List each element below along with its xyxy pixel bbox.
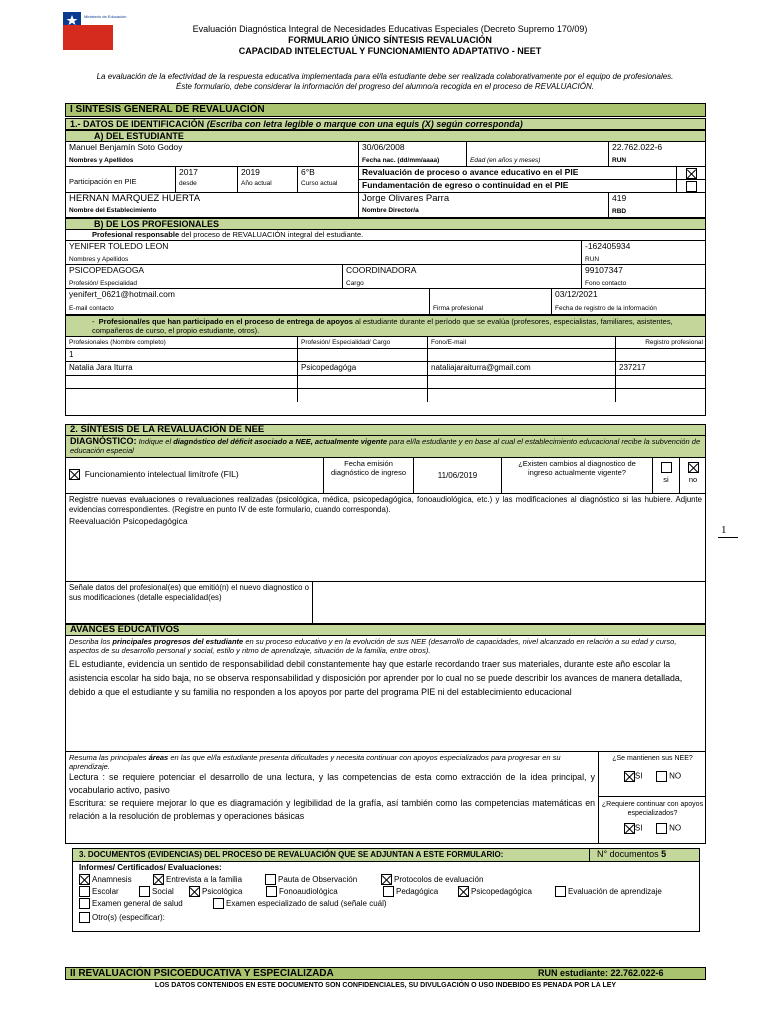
document-checkbox[interactable]: [265, 874, 276, 885]
document-item[interactable]: [383, 886, 438, 897]
pie-from: 2017: [179, 167, 198, 177]
prof-resp-row: [65, 230, 706, 241]
diagnosis-note1: Indique el: [136, 437, 174, 446]
student-name: Manuel Benjamín Soto Godoy: [69, 142, 183, 152]
document-item[interactable]: [139, 886, 174, 897]
diagnosis-note-bold: diagnóstico del déficit asociado a NEE, actualmente vigente: [173, 437, 388, 446]
document-label: Examen especializado de salud (señale cuál): [226, 899, 387, 908]
document-item[interactable]: [381, 874, 483, 885]
run-cell[interactable]: [609, 142, 706, 167]
others-cell[interactable]: Natalia Jara Iturra: [66, 362, 298, 376]
reg-date-cell[interactable]: [552, 289, 706, 315]
header-line2: FORMULARIO ÚNICO SÍNTESIS REVALUACIÓN: [288, 35, 492, 45]
reg-date: 03/12/2021: [555, 289, 598, 299]
others-cell[interactable]: [428, 376, 616, 389]
run-label: RUN: [612, 157, 627, 164]
others-cell[interactable]: [616, 389, 706, 402]
document-checkbox[interactable]: [79, 874, 90, 885]
birth-label: Fecha nac. (dd/mm/aaaa): [362, 157, 440, 164]
ministry-logo: [63, 12, 127, 50]
student-run: 22.762.022-6: [612, 142, 663, 152]
others-cell[interactable]: [616, 376, 706, 389]
prof-email-cell[interactable]: [66, 289, 430, 315]
nee-options: [599, 771, 706, 782]
document-item[interactable]: [458, 886, 532, 897]
support-no-checkbox[interactable]: [656, 823, 667, 834]
nee-no-checkbox[interactable]: [656, 771, 667, 782]
others-cell[interactable]: [298, 349, 428, 362]
new-evals-box[interactable]: [65, 494, 706, 582]
director-cell[interactable]: [359, 193, 609, 218]
document-checkbox[interactable]: [458, 886, 469, 897]
advances-note2: en su proceso educativo y en la evolución de sus NEE (desarrollo de capacidades, nivel alcanzado en relación a su edad y curso, aspectos de su desarrollo personal y social, estilo y ritmo de aprendizaje, situación de la familia, entre otros).: [69, 637, 677, 655]
egreso-checkbox[interactable]: [686, 181, 697, 192]
emission-label: Fecha emisión diagnóstico de ingreso: [330, 459, 407, 477]
changes-si-label: si: [663, 475, 669, 484]
document-item[interactable]: [79, 898, 183, 909]
changes-si-checkbox[interactable]: [661, 462, 672, 473]
others-text: - Profesional/es que han participado en el proceso de entrega de apoyos al estudiante durante el período que se evalúa (profesores, especialistas, familiares, asistentes, compañeros de curso, el propio estudiante, otros).: [92, 317, 673, 335]
changes-question-cell: [502, 458, 653, 493]
emission-date-cell[interactable]: [414, 458, 502, 493]
nee-question-cell: [599, 752, 706, 797]
age-cell[interactable]: [467, 142, 609, 167]
document-item[interactable]: [79, 912, 165, 923]
diagnosis-text: [66, 436, 705, 456]
document-label: Evaluación de aprendizaje: [568, 887, 662, 896]
student-subheader-label: A) DEL ESTUDIANTE: [94, 131, 184, 141]
prof-name-cell[interactable]: [66, 241, 582, 265]
others-col-header: Registro profesional: [616, 337, 706, 349]
document-label: Escolar: [92, 887, 119, 896]
confidential-footer: LOS DATOS CONTENIDOS EN ESTE DOCUMENTO SON CONFIDENCIALES, SU DIVULGACIÓN O USO INDEBIDO ES PENADA POR LA LEY: [154, 982, 617, 989]
reports-label: Informes/ Certificados/ Evaluaciones:: [79, 863, 222, 872]
others-cell[interactable]: 1: [66, 349, 298, 362]
prof-email-label: E-mail contacto: [69, 305, 114, 312]
rbd-value: 419: [612, 193, 627, 203]
section-ii-bar: [65, 967, 706, 980]
prof-spec: PSICOPEDAGOGA: [69, 265, 145, 275]
others-col-header: Profesionales (Nombre completo): [66, 337, 298, 349]
section-ii-run: RUN estudiante: 22.762.022-6: [538, 968, 664, 978]
fil-option: [69, 469, 320, 480]
section2-title: 2. SÍNTESIS DE LA REVALUACIÓN DE NEE: [70, 424, 265, 435]
document-checkbox[interactable]: [189, 886, 200, 897]
document-label: Pedagógica: [396, 887, 439, 896]
rbd-cell[interactable]: [609, 193, 706, 218]
new-evals-label: Registre nuevas evaluaciones o revaluaciones realizadas (psicológica, médica, psicopedagógica, fonoaudiológica, etc.) y las modificaciones al diagnóstico si las hubiere. Adjunte evidencias correspondientes. (Registre en punto IV de este formulario, cuando corresponda).: [69, 495, 702, 514]
pie-from-cell[interactable]: [176, 167, 238, 193]
document-checkbox[interactable]: [555, 886, 566, 897]
student-name-cell[interactable]: [66, 142, 359, 167]
document-label: Examen general de salud: [92, 899, 183, 908]
year-cell[interactable]: [238, 167, 298, 193]
others-note: al estudiante durante el período que se evalúa (profesores, especialistas, familiares, asistentes, compañeros de curso, el propio estudiante, otros).: [92, 317, 673, 335]
signature-cell[interactable]: [430, 289, 552, 315]
changes-question: ¿Existen cambios al diagnostico de ingreso actualmente vigente?: [518, 459, 636, 477]
others-cell[interactable]: [428, 349, 616, 362]
others-cell[interactable]: [298, 389, 428, 402]
document-label: Protocolos de evaluación: [394, 875, 484, 884]
prof-data-box: [65, 582, 706, 624]
diagnosis-row: [65, 458, 706, 494]
page-number-rule: [718, 537, 738, 538]
course-label: Curso actual: [301, 180, 338, 187]
document-label: Social: [152, 887, 174, 896]
documents-header: [73, 849, 699, 862]
diagnosis-label: DIAGNÓSTICO:: [70, 436, 137, 446]
identification-label: 1.- DATOS DE IDENTIFICACIÓN: [70, 119, 205, 129]
intro-line1: La evaluación de la efectividad de la respuesta educativa implementada para el/la estudiante debe ser realizada colaborativamente por el equipo de profesionales.: [96, 72, 674, 81]
documents-count-label: N° documentos: [597, 849, 659, 859]
others-cell[interactable]: 237217: [616, 362, 706, 376]
changes-no-cell[interactable]: [680, 458, 706, 493]
section1-title: I SÍNTESIS GENERAL DE REVALUACIÓN: [70, 104, 265, 115]
document-checkbox[interactable]: [381, 874, 392, 885]
prof-spec-label: Profesión/ Especialidad: [69, 280, 137, 287]
prof-role: COORDINADORA: [346, 265, 417, 275]
others-col-header: Profesión/ Especialidad/ Cargo: [298, 337, 428, 349]
professionals-subheader: [65, 218, 706, 230]
support-options: [599, 823, 706, 834]
document-label: Psicopedagógica: [471, 887, 532, 896]
documents-count-value: 5: [661, 849, 667, 859]
director-label: Nombre Director/a: [362, 207, 419, 214]
prof-role-label: Cargo: [346, 280, 364, 287]
document-label: Entrevista a la familia: [166, 875, 243, 884]
prof-name-label: Nombres y Apellidos: [69, 256, 129, 263]
advances-bar: [65, 624, 706, 636]
emission-date: 11/06/2019: [437, 471, 478, 480]
diagnosis-note2: para el/la estudiante y en base al cual el establecimiento educacional recibe la subvención de educación especial: [70, 437, 701, 455]
document-checkbox[interactable]: [213, 898, 224, 909]
pie-label-cell: [66, 167, 176, 193]
areas-note2: en las que el/la estudiante presenta dificultades y necesita continuar con apoyos especializados para progresar en su aprendizaje.: [69, 753, 561, 771]
document-checkbox[interactable]: [79, 898, 90, 909]
age-label: Edad (en años y meses): [470, 157, 541, 164]
school-cell[interactable]: [66, 193, 359, 218]
prof-phone: 99107347: [585, 265, 623, 275]
intro-text: [40, 72, 730, 92]
others-cell[interactable]: [428, 389, 616, 402]
prof-spec-cell[interactable]: [66, 265, 343, 289]
student-subheader: [65, 130, 706, 142]
document-checkbox[interactable]: [383, 886, 394, 897]
student-table: [65, 142, 706, 218]
support-si-label: SI: [634, 823, 643, 833]
header-line1: Evaluación Diagnóstica Integral de Necesidades Educativas Especiales (Decreto Supremo 170/09): [192, 24, 588, 34]
nee-no-label: NO: [669, 771, 682, 781]
pie-from-label: desde: [179, 180, 197, 187]
director-name: Jorge Olivares Parra: [362, 193, 450, 204]
prof-phone-label: Fono contacto: [585, 280, 627, 287]
document-label: Pauta de Observación: [278, 875, 358, 884]
support-si-checkbox[interactable]: [624, 823, 635, 834]
prof-resp-text: [66, 230, 705, 240]
support-question: ¿Requiere continuar con apoyos especializados?: [601, 801, 704, 817]
advances-box[interactable]: [65, 636, 706, 752]
nee-si-label: SI: [634, 771, 643, 781]
section-ii-title: II REVALUACIÓN PSICOEDUCATIVA Y ESPECIALIZADA: [70, 968, 334, 979]
section1-title-bar: [65, 103, 706, 117]
reval-label: Revaluación de proceso o avance educativo en el PIE: [359, 167, 677, 180]
document-label: Psicológica: [202, 887, 243, 896]
document-item[interactable]: [266, 886, 338, 897]
identification-note: (Escriba con letra legible o marque con una equis (X) según corresponda): [206, 119, 523, 129]
intro-line2: Éste formulario, debe considerar la información del progreso del alumno/a recogida en el proceso de REVALUACIÓN.: [176, 82, 594, 91]
document-checkbox[interactable]: [153, 874, 164, 885]
document-item[interactable]: [153, 874, 242, 885]
support-no-label: NO: [669, 823, 682, 833]
nee-si-checkbox[interactable]: [624, 771, 635, 782]
diagnosis-header: [65, 436, 706, 458]
prof-run-cell[interactable]: [582, 241, 706, 265]
reval-checkbox[interactable]: [686, 168, 697, 179]
advances-title: AVANCES EDUCATIVOS: [70, 624, 180, 635]
rbd-label: RBD: [612, 208, 627, 215]
changes-si-cell[interactable]: [653, 458, 680, 493]
areas-cell[interactable]: [66, 752, 599, 843]
support-question-cell: [599, 797, 706, 843]
course-cell[interactable]: [298, 167, 359, 193]
prof-role-cell[interactable]: [343, 265, 582, 289]
advances-note-bold: principales progresos del estudiante: [112, 637, 244, 646]
document-label: Otro(s) (especificar):: [92, 913, 165, 922]
prof-run-label: RUN: [585, 256, 600, 263]
areas-note: [69, 753, 595, 771]
document-item[interactable]: [189, 886, 242, 897]
section2-title-bar: [65, 424, 706, 436]
reg-date-label: Fecha de registro de la información: [555, 305, 657, 312]
birth-date: 30/06/2008: [362, 142, 405, 152]
advances-note: [66, 636, 705, 656]
birth-cell[interactable]: [359, 142, 467, 167]
areas-text: Lectura : se requiere potenciar el desarrollo de una lectura, y las competencias de esta como extracción de la idea principal, y vocabulario activo, pasivo Escritura: se requiere mejorar lo que es diagramación y legibilidad de la grafía, así también como las competencias matemáticas en relación a la resolución de problemas y operaciones básicas: [69, 772, 595, 821]
logo-text: Ministerio de Educación: [84, 14, 127, 19]
areas-note1: Resuma las principales: [69, 753, 149, 762]
reval-checkbox-cell[interactable]: [677, 167, 706, 180]
fil-cell[interactable]: [66, 458, 324, 493]
document-checkbox[interactable]: [266, 886, 277, 897]
current-year: 2019: [241, 167, 260, 177]
prof-name: YENIFER TOLEDO LEON: [69, 241, 169, 251]
fil-label: Funcionamiento intelectual limítrofe (FIL): [84, 468, 239, 479]
prof-table: [65, 241, 706, 315]
professionals-subheader-label: B) DE LOS PROFESIONALES: [94, 219, 220, 229]
page-number: 1: [721, 524, 727, 536]
document-label: Fonoaudiológica: [279, 887, 338, 896]
document-item[interactable]: [79, 886, 119, 897]
others-header: [65, 315, 706, 337]
school-name: HERNAN MARQUEZ HUERTA: [69, 193, 201, 204]
egreso-checkbox-cell[interactable]: [677, 180, 706, 193]
prof-resp-note: del proceso de REVALUACIÓN integral del estudiante.: [179, 230, 364, 239]
prof-email: yenifert_0621@hotmail.com: [69, 289, 175, 299]
others-title: Profesional/es que han participado en el proceso de entrega de apoyos: [98, 317, 353, 326]
others-cell[interactable]: Psicopedagóga: [298, 362, 428, 376]
identification-title: [66, 118, 523, 130]
others-cell[interactable]: nataliajaraiturra@gmail.com: [428, 362, 616, 376]
egreso-label: Fundamentación de egreso o continuidad en el PIE: [359, 180, 677, 193]
document-item[interactable]: [213, 898, 387, 909]
prof-run: -162405934: [585, 241, 631, 251]
others-col-header: Fono/E-mail: [428, 337, 616, 349]
prof-data-label: Señale datos del profesional(es) que emitió(n) el nuevo diagnostico o sus modificaciones (detalle especialidad(es): [66, 582, 313, 623]
fil-checkbox[interactable]: [69, 469, 80, 480]
current-course: 6°B: [301, 167, 315, 177]
nee-question: ¿Se mantienen sus NEE?: [612, 755, 693, 762]
signature-label: Firma profesional: [433, 305, 484, 312]
others-table: [65, 337, 706, 416]
others-cell[interactable]: [298, 376, 428, 389]
others-cell[interactable]: [616, 349, 706, 362]
pie-label: Participación en PIE: [69, 177, 137, 186]
documents-box: [72, 848, 700, 932]
changes-no-label: no: [688, 475, 698, 484]
others-cell[interactable]: [66, 376, 298, 389]
prof-resp-label: Profesional responsable: [92, 230, 180, 239]
prof-data-input[interactable]: [313, 582, 706, 623]
document-checkbox[interactable]: [79, 886, 90, 897]
document-label: Anamnesis: [92, 875, 132, 884]
header-line3: CAPACIDAD INTELECTUAL Y FUNCIONAMIENTO ADAPTATIVO - NEET: [238, 46, 542, 56]
new-evals-value: Reevaluación Psicopedagógica: [69, 516, 188, 526]
document-item[interactable]: [79, 874, 132, 885]
document-checkbox[interactable]: [139, 886, 150, 897]
identification-bar: [65, 118, 706, 130]
advances-text: EL estudiante, evidencia un sentido de responsabilidad debil constantemente hay que estarle recordando traer sus materiales, durante este año escolar la asistencia escolar ha sido baja, no se observa responsabilidad y disposición por aprender por lo cual no se puede describir los avances de manera detallada, debido a que el estudiante y su familia no responden a los apoyos por parte del programa PIE ni del establecimiento educacional: [69, 659, 683, 697]
documents-divider: [589, 849, 590, 861]
prof-phone-cell[interactable]: [582, 265, 706, 289]
advances-note1: Describa los: [69, 637, 113, 646]
areas-box: [65, 752, 706, 844]
year-label: Año actual: [241, 180, 272, 187]
document-checkbox[interactable]: [79, 912, 90, 923]
others-cell[interactable]: [66, 389, 298, 402]
document-item[interactable]: [265, 874, 357, 885]
school-label: Nombre del Establecimiento: [69, 207, 157, 214]
document-item[interactable]: [555, 886, 662, 897]
documents-count: [597, 849, 666, 859]
emission-label-cell: [324, 458, 414, 493]
documents-title: 3. DOCUMENTOS (EVIDENCIAS) DEL PROCESO DE REVALUACIÓN QUE SE ADJUNTAN A ESTE FORMULARIO:: [79, 850, 504, 859]
areas-note-bold: áreas: [148, 753, 169, 762]
changes-no-checkbox[interactable]: [688, 462, 699, 473]
student-name-label: Nombres y Apellidos: [69, 157, 134, 164]
